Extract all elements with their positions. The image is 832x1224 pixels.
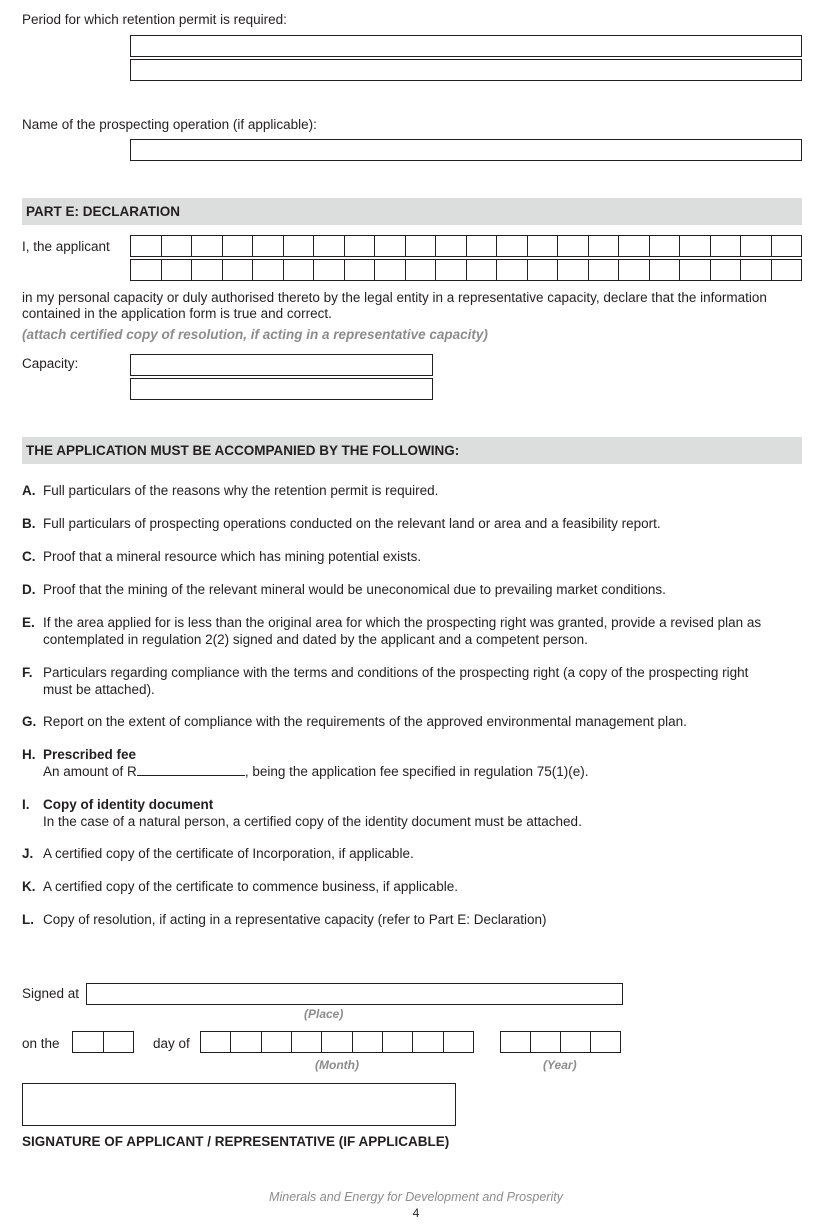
applicant-name-boxes-row-2[interactable] [130, 259, 802, 281]
char-cell[interactable] [192, 259, 223, 281]
char-cell[interactable] [561, 1031, 591, 1053]
char-cell[interactable] [322, 1031, 352, 1053]
requirement-text: Full particulars of prospecting operations conducted on the relevant land or area and a feasibility report. [43, 516, 661, 531]
requirement-letter: F. [22, 665, 33, 680]
on-the-label: on the [22, 1036, 60, 1051]
requirement-text [43, 746, 802, 780]
char-cell[interactable] [501, 1031, 531, 1053]
signature-box[interactable] [22, 1083, 456, 1126]
char-cell[interactable] [680, 235, 711, 257]
requirement-letter: C. [22, 549, 36, 564]
char-cell[interactable] [497, 235, 528, 257]
char-cell[interactable] [231, 1031, 261, 1053]
char-cell[interactable] [650, 259, 681, 281]
requirement-title: Copy of identity document [43, 797, 214, 812]
fee-line [43, 763, 802, 780]
char-cell[interactable] [741, 259, 772, 281]
year-boxes[interactable] [500, 1031, 621, 1053]
char-cell[interactable] [314, 259, 345, 281]
char-cell[interactable] [591, 1031, 621, 1053]
part-e-heading: PART E: DECLARATION [26, 204, 180, 219]
char-cell[interactable] [284, 259, 315, 281]
char-cell[interactable] [528, 259, 559, 281]
char-cell[interactable] [353, 1031, 383, 1053]
month-boxes[interactable] [200, 1031, 474, 1053]
attach-resolution-note: (attach certified copy of resolution, if acting in a representative capacity) [22, 327, 488, 342]
requirement-letter: G. [22, 714, 37, 729]
char-cell[interactable] [131, 259, 162, 281]
char-cell[interactable] [375, 235, 406, 257]
char-cell[interactable] [73, 1031, 104, 1053]
char-cell[interactable] [406, 235, 437, 257]
requirement-text-line-2: contemplated in regulation 2(2) signed and dated by the applicant and a competent person. [43, 632, 588, 647]
requirement-text: A certified copy of the certificate to commence business, if applicable. [43, 879, 458, 894]
capacity-label: Capacity: [22, 356, 79, 371]
char-cell[interactable] [558, 235, 589, 257]
char-cell[interactable] [467, 235, 498, 257]
requirement-letter: I. [22, 797, 30, 812]
char-cell[interactable] [262, 1031, 292, 1053]
page-number: 4 [412, 1206, 420, 1220]
declaration-line-1: in my personal capacity or duly authorised thereto by the legal entity in a representative capacity, declare that the information [22, 290, 767, 305]
requirement-text: Proof that a mineral resource which has mining potential exists. [43, 549, 422, 564]
char-cell[interactable] [406, 259, 437, 281]
char-cell[interactable] [497, 259, 528, 281]
requirement-title: Prescribed fee [43, 747, 137, 762]
requirement-letter: L. [22, 912, 34, 927]
day-of-label: day of [153, 1036, 190, 1051]
char-cell[interactable] [531, 1031, 561, 1053]
requirement-text [43, 664, 802, 698]
char-cell[interactable] [680, 259, 711, 281]
year-caption: (Year) [543, 1058, 577, 1072]
requirement-letter: A. [22, 483, 36, 498]
char-cell[interactable] [436, 259, 467, 281]
char-cell[interactable] [467, 259, 498, 281]
capacity-field-1[interactable] [130, 354, 433, 376]
char-cell[interactable] [131, 235, 162, 257]
char-cell[interactable] [619, 235, 650, 257]
char-cell[interactable] [162, 235, 193, 257]
fee-prefix: An amount of R [43, 764, 137, 779]
requirement-text: Copy of resolution, if acting in a representative capacity (refer to Part E: Declaration) [43, 912, 547, 927]
requirement-text: Proof that the mining of the relevant mineral would be uneconomical due to prevailing market conditions. [43, 582, 666, 597]
char-cell[interactable] [772, 259, 803, 281]
requirement-letter: E. [22, 615, 35, 630]
period-field-1[interactable] [130, 35, 802, 57]
signature-label: SIGNATURE OF APPLICANT / REPRESENTATIVE (IF APPLICABLE) [22, 1134, 450, 1149]
requirement-letter: J. [22, 846, 34, 861]
prospecting-label: Name of the prospecting operation (if applicable): [22, 117, 317, 132]
char-cell[interactable] [162, 259, 193, 281]
char-cell[interactable] [589, 259, 620, 281]
char-cell[interactable] [413, 1031, 443, 1053]
requirement-text-line-2: must be attached). [43, 682, 155, 697]
requirement-text: Full particulars of the reasons why the retention permit is required. [43, 483, 439, 498]
signed-at-place-field[interactable] [86, 983, 623, 1005]
char-cell[interactable] [292, 1031, 322, 1053]
char-cell[interactable] [772, 235, 803, 257]
requirements-heading-band [22, 437, 802, 464]
prospecting-name-field[interactable] [130, 139, 802, 161]
char-cell[interactable] [345, 259, 376, 281]
capacity-field-2[interactable] [130, 378, 433, 400]
char-cell[interactable] [711, 259, 742, 281]
char-cell[interactable] [589, 235, 620, 257]
char-cell[interactable] [201, 1031, 231, 1053]
char-cell[interactable] [444, 1031, 474, 1053]
char-cell[interactable] [223, 235, 254, 257]
char-cell[interactable] [528, 235, 559, 257]
char-cell[interactable] [345, 235, 376, 257]
char-cell[interactable] [104, 1031, 135, 1053]
char-cell[interactable] [711, 235, 742, 257]
requirement-text-line-1: If the area applied for is less than the original area for which the prospecting right was granted, provide a revised plan as [43, 615, 762, 630]
month-caption: (Month) [315, 1058, 359, 1072]
char-cell[interactable] [619, 259, 650, 281]
requirement-letter: B. [22, 516, 36, 531]
char-cell[interactable] [192, 235, 223, 257]
place-caption: (Place) [304, 1007, 344, 1021]
signed-at-label: Signed at [22, 986, 80, 1001]
char-cell[interactable] [223, 259, 254, 281]
applicant-label: I, the applicant [22, 239, 110, 254]
char-cell[interactable] [253, 259, 284, 281]
requirement-text [43, 614, 802, 648]
requirement-text: Report on the extent of compliance with the requirements of the approved environmental management plan. [43, 714, 687, 729]
char-cell[interactable] [314, 235, 345, 257]
char-cell[interactable] [741, 235, 772, 257]
requirement-letter: H. [22, 747, 36, 762]
char-cell[interactable] [650, 235, 681, 257]
part-e-heading-band [22, 198, 802, 225]
char-cell[interactable] [436, 235, 467, 257]
footer-motto: Minerals and Energy for Development and Prosperity [269, 1190, 563, 1204]
day-boxes[interactable] [72, 1031, 134, 1053]
period-label: Period for which retention permit is required: [22, 12, 287, 27]
applicant-name-boxes-row-1[interactable] [130, 235, 802, 257]
requirement-text: A certified copy of the certificate of Incorporation, if applicable. [43, 846, 414, 861]
char-cell[interactable] [375, 259, 406, 281]
char-cell[interactable] [253, 235, 284, 257]
requirements-heading: THE APPLICATION MUST BE ACCOMPANIED BY THE FOLLOWING: [26, 443, 460, 458]
fee-amount-blank[interactable] [137, 764, 245, 776]
char-cell[interactable] [558, 259, 589, 281]
char-cell[interactable] [284, 235, 315, 257]
fee-suffix: , being the application fee specified in regulation 75(1)(e). [244, 764, 589, 779]
char-cell[interactable] [383, 1031, 413, 1053]
requirement-detail: In the case of a natural person, a certified copy of the identity document must be attached. [43, 814, 582, 829]
declaration-line-2: contained in the application form is true and correct. [22, 306, 332, 321]
requirement-text-line-1: Particulars regarding compliance with the terms and conditions of the prospecting right (a copy of the prospecting right [43, 665, 749, 680]
requirement-letter: D. [22, 582, 36, 597]
period-field-2[interactable] [130, 59, 802, 81]
requirement-text [43, 796, 802, 830]
requirement-letter: K. [22, 879, 36, 894]
